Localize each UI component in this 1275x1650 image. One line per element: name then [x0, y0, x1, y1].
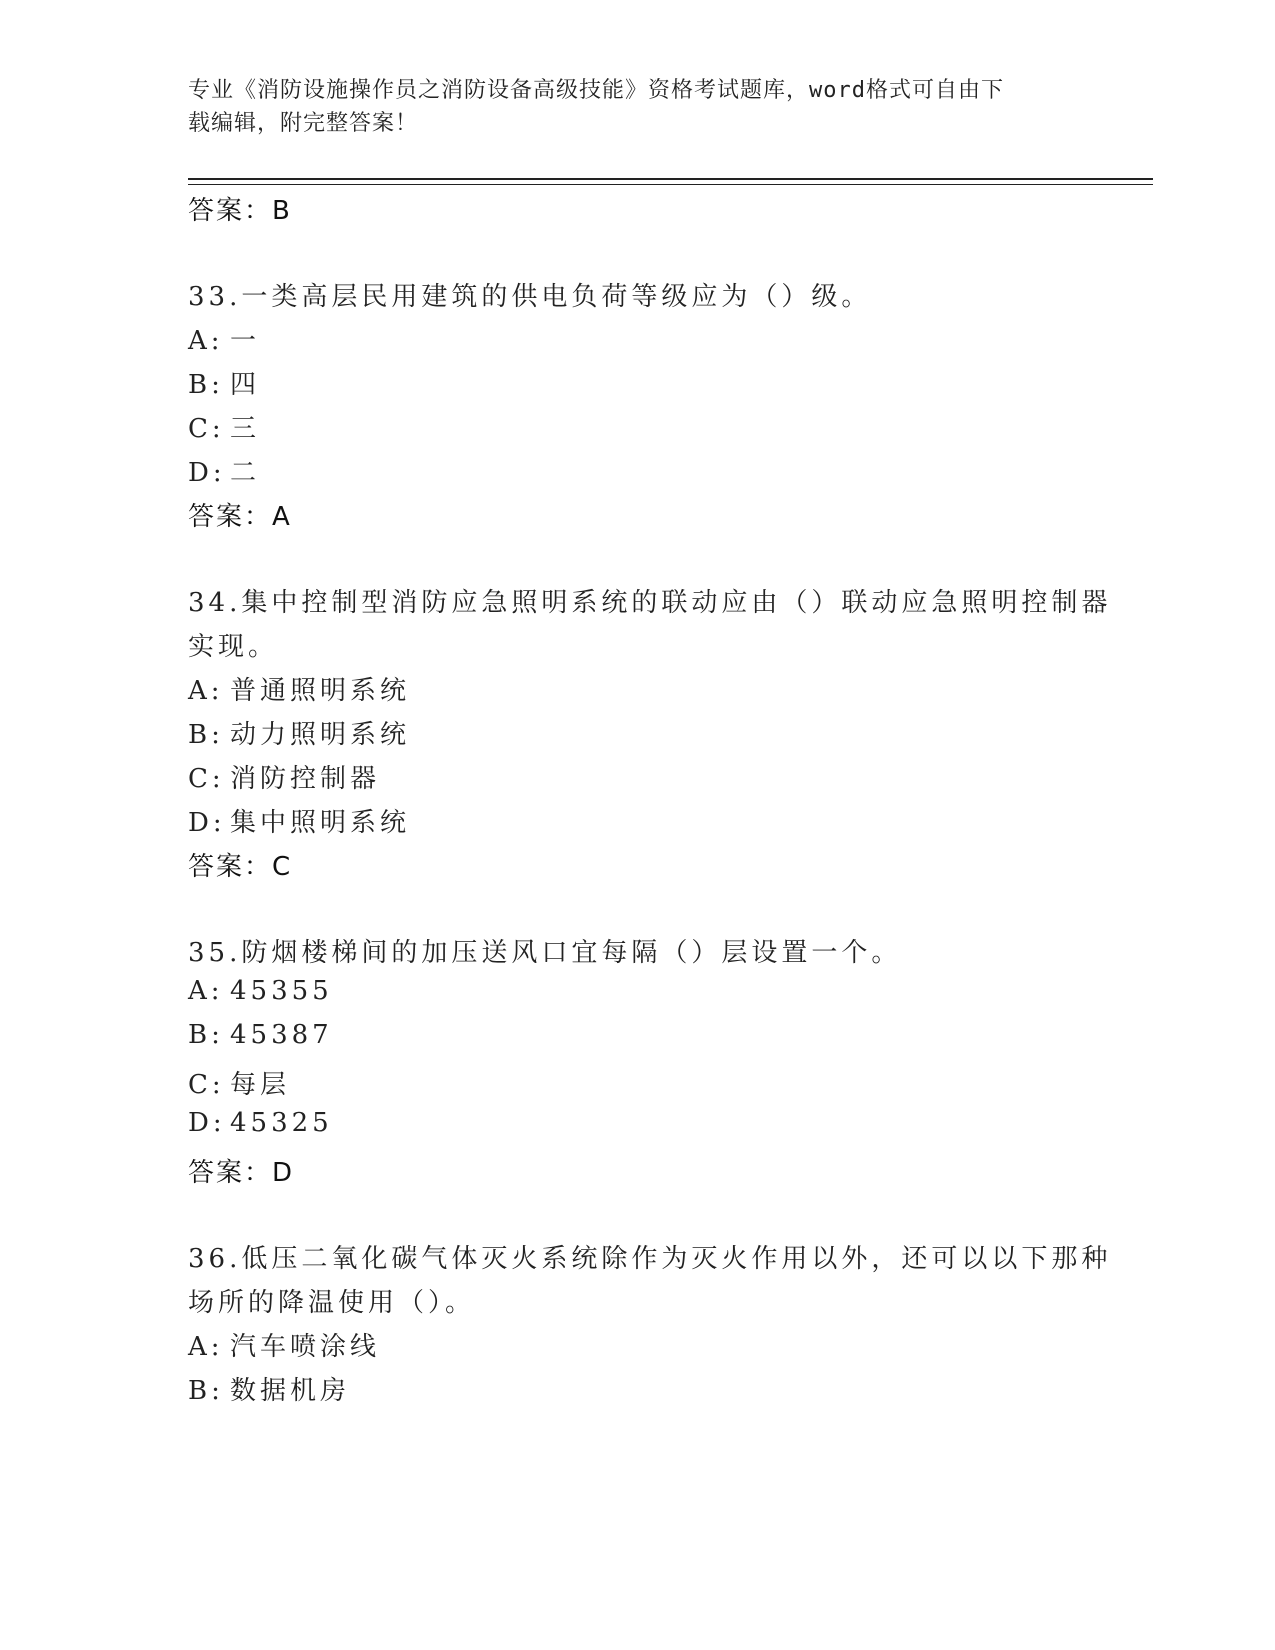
- question-stem-continued: 实现。: [188, 632, 279, 662]
- option-b: B: 动力照明系统: [188, 720, 411, 750]
- option-a: A: 一: [188, 326, 261, 356]
- option-c: C: 每层: [188, 1070, 291, 1100]
- option-d: D: 45325: [188, 1108, 333, 1138]
- header-divider: [188, 178, 1153, 180]
- answer: 答案：D: [188, 1158, 295, 1188]
- option-d: D: 二: [188, 458, 261, 488]
- option-c: C: 消防控制器: [188, 764, 381, 794]
- option-b: B: 四: [188, 370, 261, 400]
- previous-answer: 答案：B: [188, 196, 292, 226]
- question-stem: 35.防烟楼梯间的加压送风口宜每隔（）层设置一个。: [188, 938, 902, 968]
- question-stem-continued: 场所的降温使用（）。: [188, 1288, 476, 1318]
- question-stem: 36.低压二氧化碳气体灭火系统除作为灭火作用以外，还可以以下那种: [188, 1244, 1112, 1274]
- document-header: [188, 74, 1068, 140]
- option-b: B: 45387: [188, 1020, 333, 1050]
- header-divider-thin: [188, 184, 1153, 185]
- header-line-2: 载编辑，附完整答案！: [188, 111, 419, 136]
- header-line-1: 专业《消防设施操作员之消防设备高级技能》资格考试题库，word格式可自由下: [188, 78, 1004, 103]
- answer: 答案：A: [188, 502, 292, 532]
- option-a: A: 45355: [188, 976, 333, 1006]
- answer: 答案：C: [188, 852, 293, 882]
- option-d: D: 集中照明系统: [188, 808, 411, 838]
- option-a: A: 汽车喷涂线: [188, 1332, 381, 1362]
- option-a: A: 普通照明系统: [188, 676, 411, 706]
- option-b: B: 数据机房: [188, 1376, 351, 1406]
- question-stem: 34.集中控制型消防应急照明系统的联动应由（）联动应急照明控制器: [188, 588, 1112, 618]
- option-c: C: 三: [188, 414, 261, 444]
- question-stem: 33.一类高层民用建筑的供电负荷等级应为（）级。: [188, 282, 872, 312]
